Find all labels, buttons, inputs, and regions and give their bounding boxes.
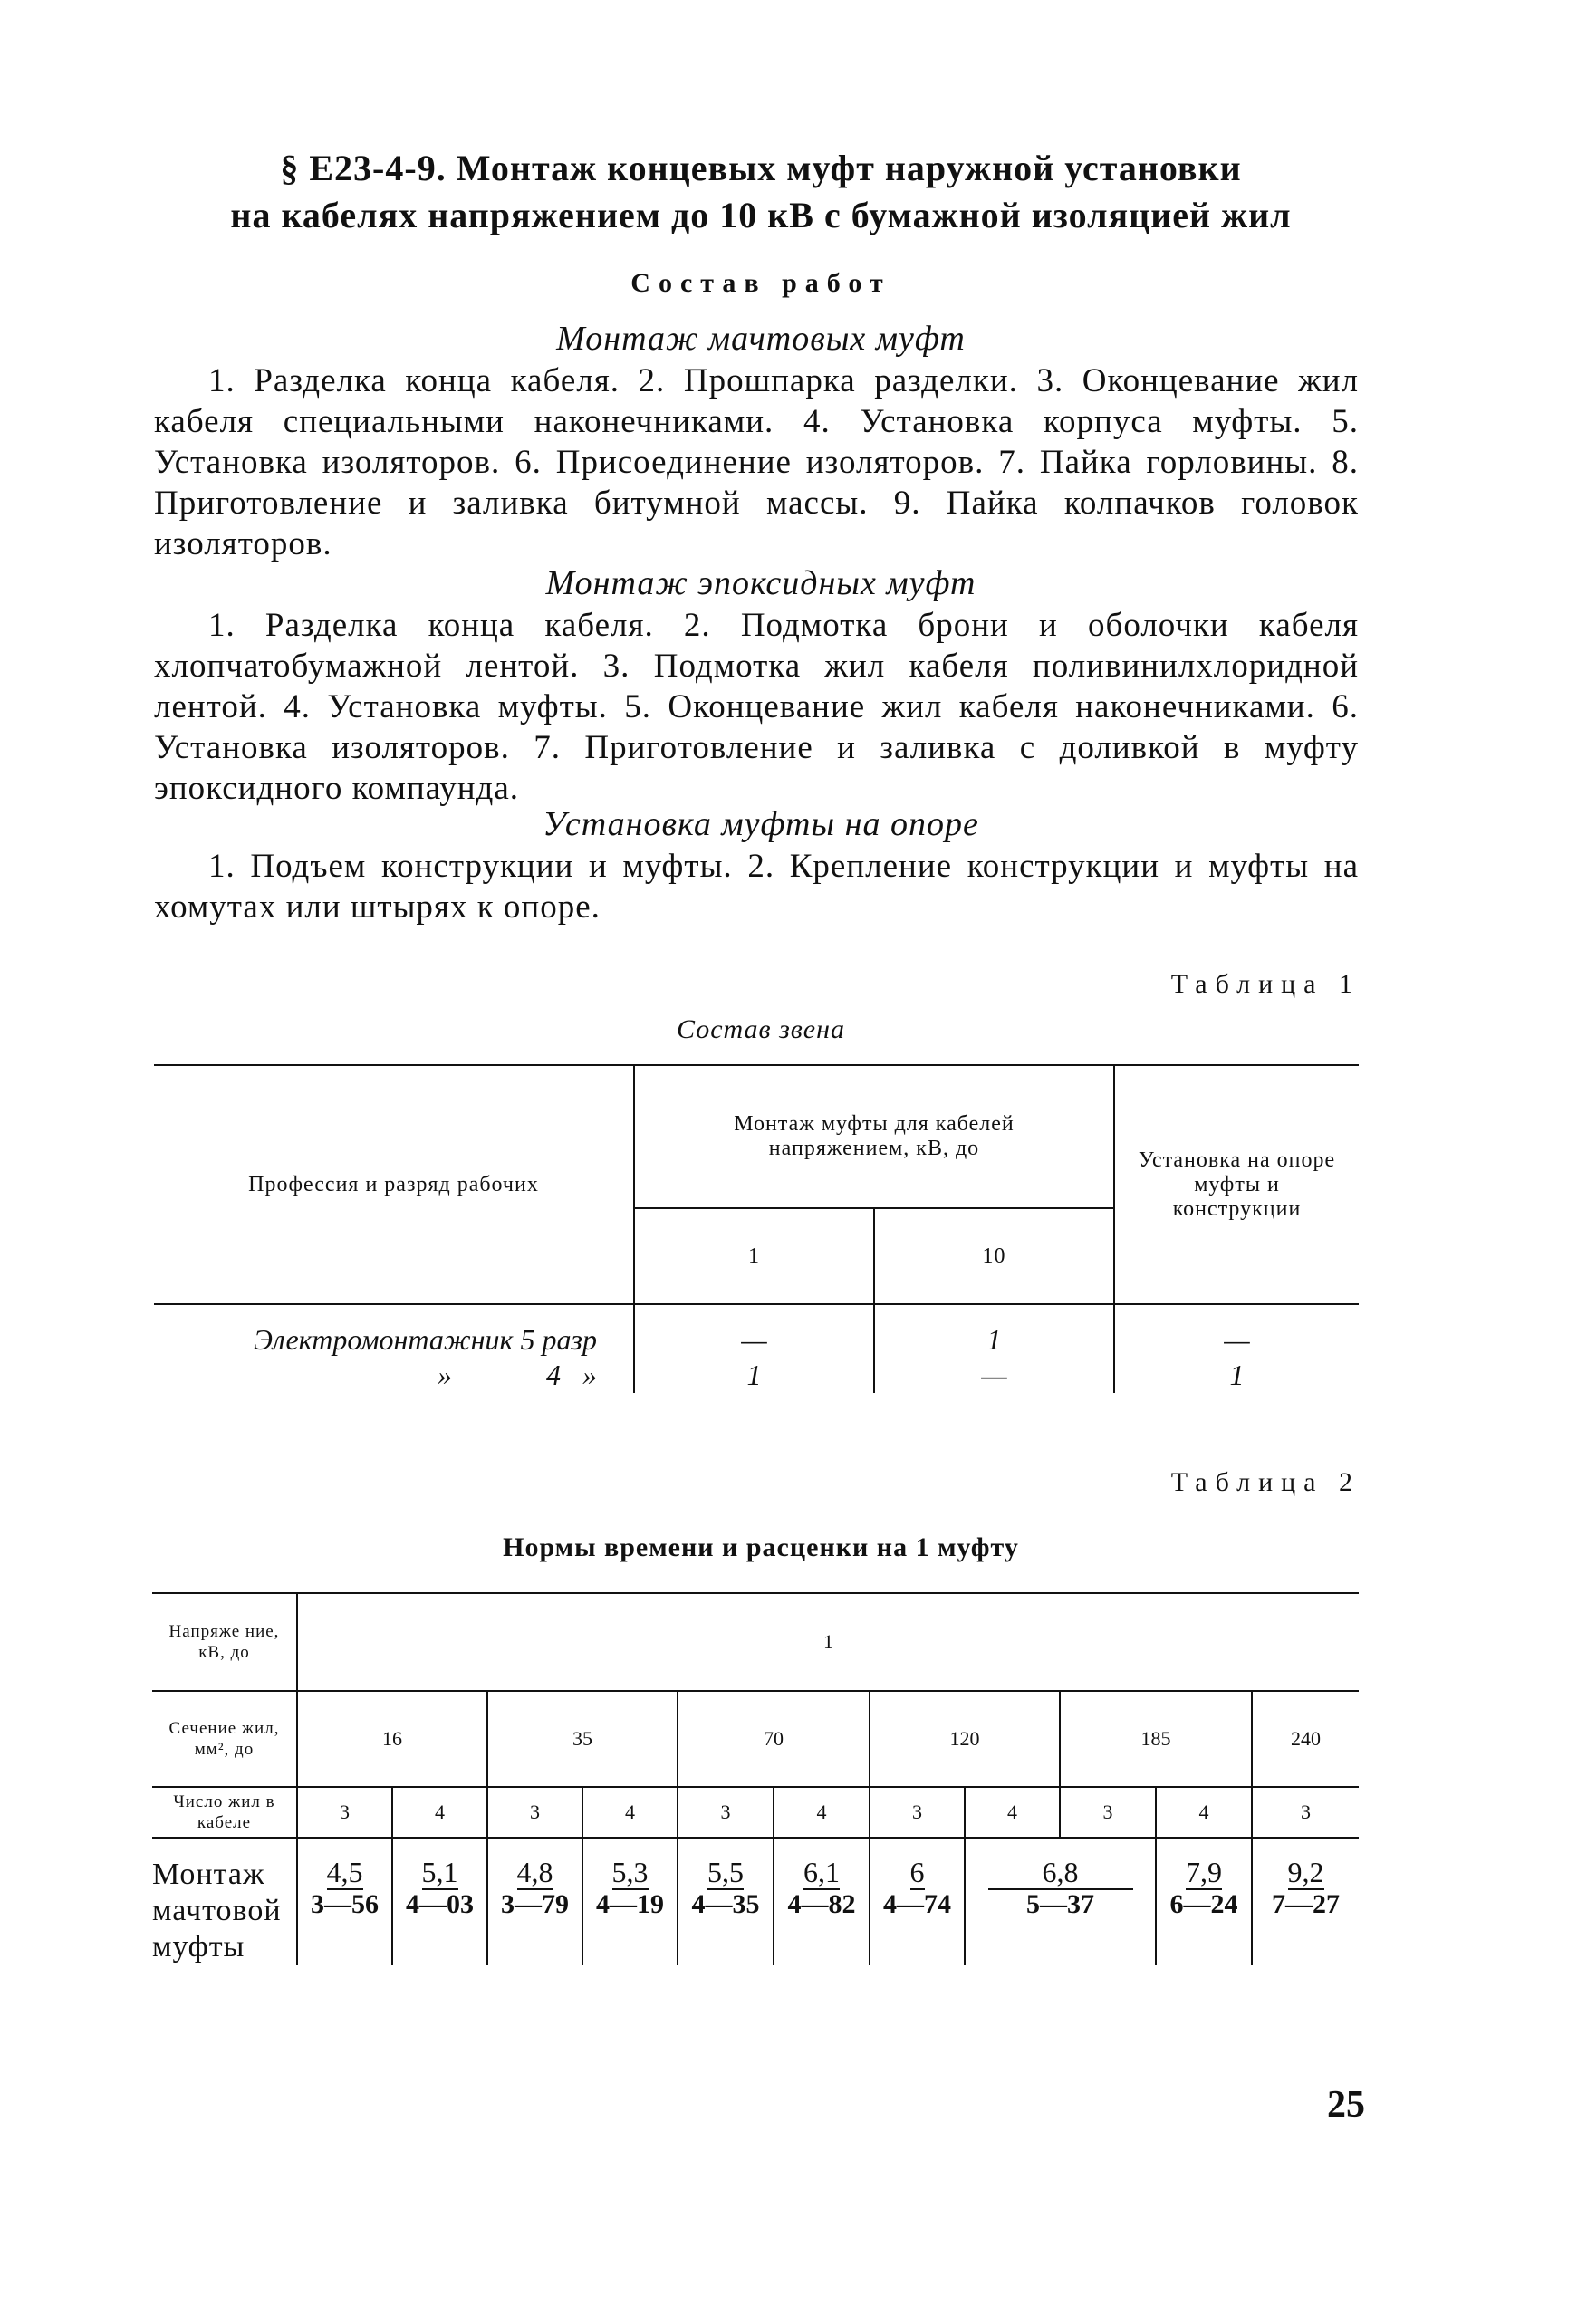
price-value: 4—03 bbox=[392, 1889, 487, 1965]
section-value: 35 bbox=[487, 1691, 678, 1787]
section-title bbox=[145, 145, 1377, 239]
table-row-profession: Электромонтажник 5 разр bbox=[253, 1323, 597, 1356]
row-label-cores: Число жил в кабеле bbox=[173, 1792, 275, 1832]
page-number: 25 bbox=[1327, 2084, 1365, 2126]
table-cell: — bbox=[874, 1357, 1114, 1393]
row-label-mast-coupling: Монтаж мачтовой муфты bbox=[152, 1858, 282, 1964]
section-value: 70 bbox=[678, 1691, 870, 1787]
norm-value: 4,8 bbox=[516, 1855, 553, 1888]
header-mounting: Монтаж муфты для кабелей напряжением, кВ, до bbox=[634, 1065, 1114, 1208]
norm-value: 5,1 bbox=[421, 1855, 458, 1888]
section-title-line-1: § Е23-4-9. Монтаж концевых муфт наружной установки bbox=[280, 148, 1242, 188]
table-cell: 1 bbox=[874, 1304, 1114, 1357]
subheading-mast-couplings: Монтаж мачтовых муфт bbox=[556, 320, 966, 358]
cores-value: 4 bbox=[774, 1787, 870, 1838]
table1-title: Состав звена bbox=[676, 1014, 845, 1044]
price-value: 3—79 bbox=[487, 1889, 582, 1965]
price-value: 4—82 bbox=[774, 1889, 870, 1965]
paragraph-epoxy-couplings: 1. Разделка конца кабеля. 2. Подмотка брони и оболочки кабеля хлопчатобумажной лентой. 3. Подмотка жил кабеля поливинилхлоридной лентой. 4. Установка муфты. 5. Оконцевание жил кабеля наконечниками. 6. Установка изоляторов. 7. Приготовление и заливка с доливкой в муфту эпоксидного компаунда. bbox=[154, 607, 1359, 807]
section-value: 185 bbox=[1060, 1691, 1252, 1787]
cores-value: 3 bbox=[870, 1787, 965, 1838]
header-voltage-1: 1 bbox=[634, 1208, 874, 1304]
norm-value: 7,9 bbox=[1186, 1855, 1222, 1888]
table-row-profession: » 4 » bbox=[438, 1358, 597, 1391]
section-title-line-2: на кабелях напряжением до 10 кВ с бумажной изоляцией жил bbox=[230, 195, 1292, 235]
table1-caption: Таблица 1 bbox=[1170, 969, 1361, 999]
section-value: 120 bbox=[870, 1691, 1060, 1787]
norm-value: 9,2 bbox=[1287, 1855, 1324, 1888]
table2-title: Нормы времени и расценки на 1 муфту bbox=[503, 1532, 1019, 1562]
cores-value: 4 bbox=[582, 1787, 678, 1838]
table-cell: 1 bbox=[1114, 1357, 1359, 1393]
price-value: 6—24 bbox=[1156, 1889, 1252, 1965]
cores-value: 4 bbox=[965, 1787, 1060, 1838]
time-norms-table bbox=[152, 1592, 1359, 1965]
cores-value: 3 bbox=[1060, 1787, 1156, 1838]
norm-value: 5,3 bbox=[611, 1855, 649, 1888]
row-label-section: Сечение жил, мм², до bbox=[168, 1719, 280, 1759]
norm-value: 6,8 bbox=[988, 1856, 1133, 1890]
header-voltage-10: 10 bbox=[874, 1208, 1114, 1304]
norm-value: 6,1 bbox=[803, 1855, 840, 1888]
price-value: 7—27 bbox=[1252, 1889, 1359, 1965]
crew-composition-table bbox=[154, 1064, 1359, 1393]
norm-value: 5,5 bbox=[707, 1855, 744, 1888]
price-value: 5—37 bbox=[965, 1889, 1156, 1965]
cores-value: 3 bbox=[297, 1787, 392, 1838]
price-value: 4—19 bbox=[582, 1889, 678, 1965]
price-value: 4—35 bbox=[678, 1889, 774, 1965]
composition-heading: Состав работ bbox=[630, 268, 891, 298]
cores-value: 4 bbox=[392, 1787, 487, 1838]
table-cell: — bbox=[634, 1304, 874, 1357]
price-value: 3—56 bbox=[297, 1889, 392, 1965]
table-cell: 1 bbox=[634, 1357, 874, 1393]
paragraph-install-on-pole: 1. Подъем конструкции и муфты. 2. Крепление конструкции и муфты на хомутах или штырях к опоре. bbox=[154, 848, 1359, 926]
subheading-epoxy-couplings: Монтаж эпоксидных муфт bbox=[545, 564, 976, 602]
cores-value: 4 bbox=[1156, 1787, 1252, 1838]
price-value: 4—74 bbox=[870, 1889, 965, 1965]
row-label-voltage: Напряже ние, кВ, до bbox=[168, 1622, 280, 1662]
voltage-value: 1 bbox=[297, 1593, 1359, 1691]
section-value: 16 bbox=[297, 1691, 487, 1787]
table-cell: — bbox=[1114, 1304, 1359, 1357]
header-profession: Профессия и разряд рабочих bbox=[154, 1065, 634, 1304]
subheading-install-on-pole: Установка муфты на опоре bbox=[543, 805, 979, 843]
cores-value: 3 bbox=[678, 1787, 774, 1838]
paragraph-mast-couplings: 1. Разделка конца кабеля. 2. Прошпарка разделки. 3. Оконцевание жил кабеля специальными наконечниками. 4. Установка корпуса муфты. 5. Установка изоляторов. 6. Присоединение изоляторов. 7. Пайка горловины. 8. Приготовление и заливка битумной массы. 9. Пайка колпачков головок изоляторов. bbox=[154, 362, 1359, 562]
cores-value: 3 bbox=[487, 1787, 582, 1838]
section-value: 240 bbox=[1252, 1691, 1359, 1787]
norm-value: 6 bbox=[909, 1855, 925, 1888]
norm-value: 4,5 bbox=[326, 1855, 363, 1888]
table2-caption: Таблица 2 bbox=[1170, 1467, 1361, 1497]
cores-value: 3 bbox=[1252, 1787, 1359, 1838]
header-install: Установка на опоре муфты и конструкции bbox=[1114, 1065, 1359, 1304]
